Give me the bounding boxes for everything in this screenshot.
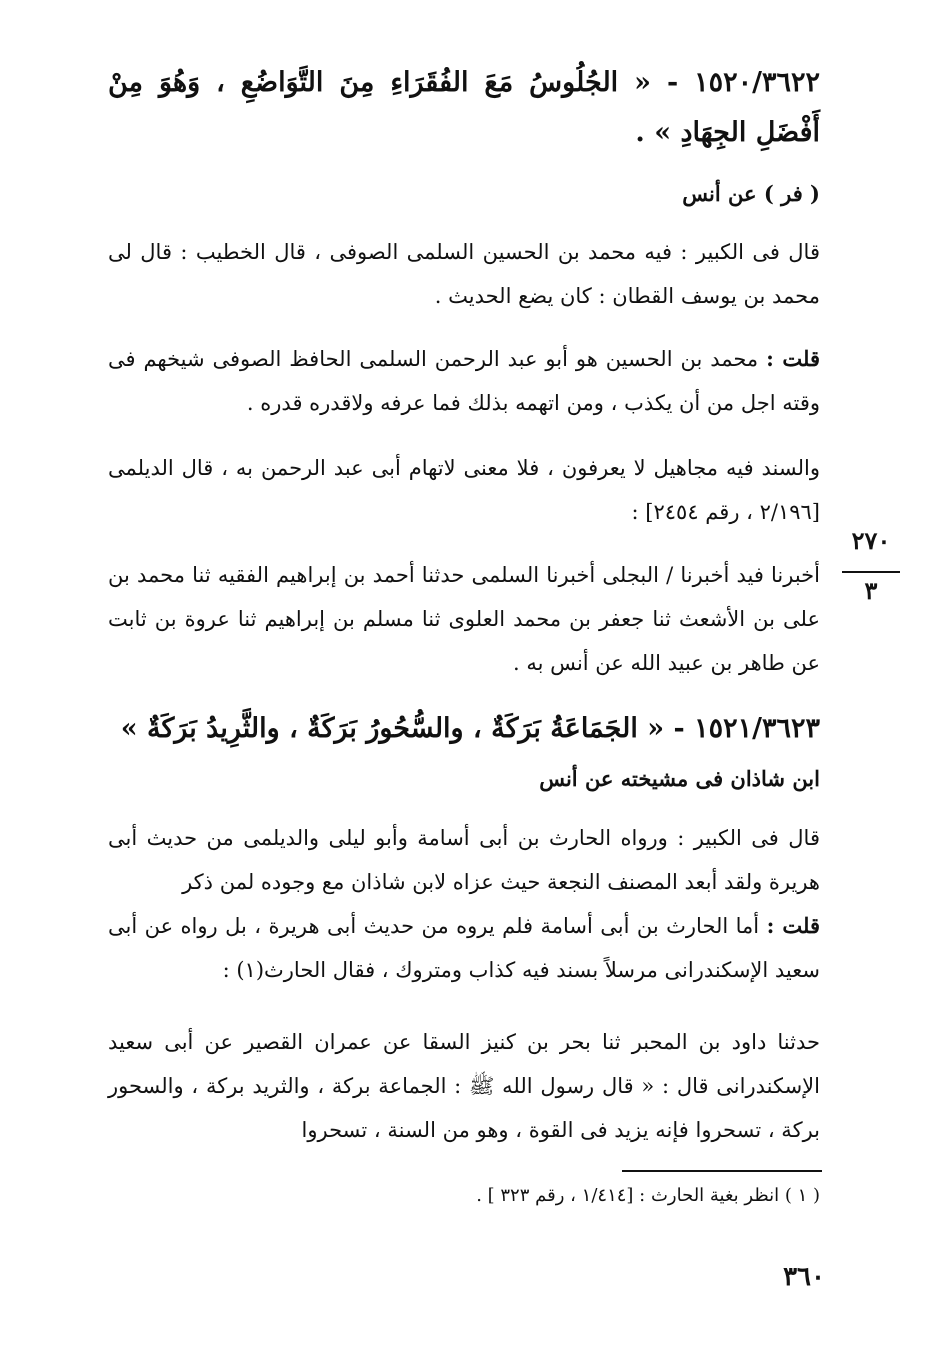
sanad-paragraph-1520: والسند فيه مجاهيل لا يعرفون ، فلا معنى لاتهام أبى عبد الرحمن به ، قال الديلمى [٢/١٩٦ ، رقم ٢٤٥٤] :	[108, 456, 820, 524]
qult-text-1521: أما الحارث بن أبى أسامة فلم يروه من حديث أبى هريرة ، بل رواه عن أبى سعيد الإسكندرانى مرسلاً بسند فيه كذاب ومتروك ، فقال الحارث(١) :	[108, 914, 820, 982]
qult-paragraph-1521	[108, 904, 820, 992]
hadith-1521-source: ابن شاذان فى مشيخته عن أنس	[539, 766, 820, 791]
qult-text-1520: محمد بن الحسين هو أبو عبد الرحمن السلمى الحافظ الصوفى شيخهم فى وقته اجل من أن يكذب ، ومن اتهمه بذلك فما عرفه ولاقدره قدره .	[108, 347, 820, 415]
isnad-paragraph-1521: حدثنا داود بن المحبر ثنا بحر بن كنيز السقا عن عمران القصير عن أبى سعيد الإسكندرانى قال : « قال رسول الله ﷺ : الجماعة بركة ، والثريد بركة ، والسحور بركة ، تسحروا فإنه يزيد فى القوة ، وهو من السنة ، تسحروا	[108, 1030, 820, 1142]
hadith-1521-text: ١٥٢١/٣٦٢٣ - « الجَمَاعَةُ بَرَكَةٌ ، والسُّحُورُ بَرَكَةٌ ، والثَّرِيدُ بَرَكَةٌ »	[120, 713, 820, 744]
kabir-commentary-1521: قال فى الكبير : ورواه الحارث بن أبى أسامة وأبو ليلى والديلمى من حديث أبى هريرة ولقد أبعد المصنف النجعة حيث عزاه لابن شاذان مع وجوده لمن ذكر	[108, 826, 820, 894]
isnad-paragraph-1520: أخبرنا فيد أخبرنا / البجلى أخبرنا السلمى حدثنا أحمد بن إبراهيم الفقيه ثنا محمد بن على بن الأشعث ثنا جعفر بن محمد العلوى ثنا مسلم بن إبراهيم ثنا عروة بن ثابت عن طاهر بن عبيد الله عن أنس به .	[108, 563, 820, 675]
margin-divider	[842, 571, 900, 573]
kabir-commentary-1520: قال فى الكبير : فيه محمد بن الحسين السلمى الصوفى ، قال الخطيب : قال لى محمد بن يوسف القطان : كان يضع الحديث .	[108, 240, 820, 308]
page-number: ٣٦٠	[783, 1262, 825, 1292]
margin-note-bottom: ٣	[864, 576, 878, 605]
footnote-divider	[622, 1170, 822, 1172]
margin-note-top: ٢٧٠	[851, 526, 891, 555]
hadith-1520-source: ( فر ) عن أنس	[682, 181, 820, 206]
hadith-1520-text: ١٥٢٠/٣٦٢٢ - « الجُلُوسُ مَعَ الفُقَرَاءِ مِنَ التَّوَاضُعِ ، وَهُوَ مِنْ أَفْضَلِ الجِهَادِ » .	[108, 67, 820, 148]
qult-lead-1521: قلت :	[766, 913, 820, 938]
footnote: ( ١ ) انظر بغية الحارث : [١/٤١٤ ، رقم ٣٢٣ ] .	[476, 1185, 820, 1206]
qult-lead-1520: قلت :	[766, 346, 820, 371]
qult-paragraph-1520	[108, 337, 820, 425]
